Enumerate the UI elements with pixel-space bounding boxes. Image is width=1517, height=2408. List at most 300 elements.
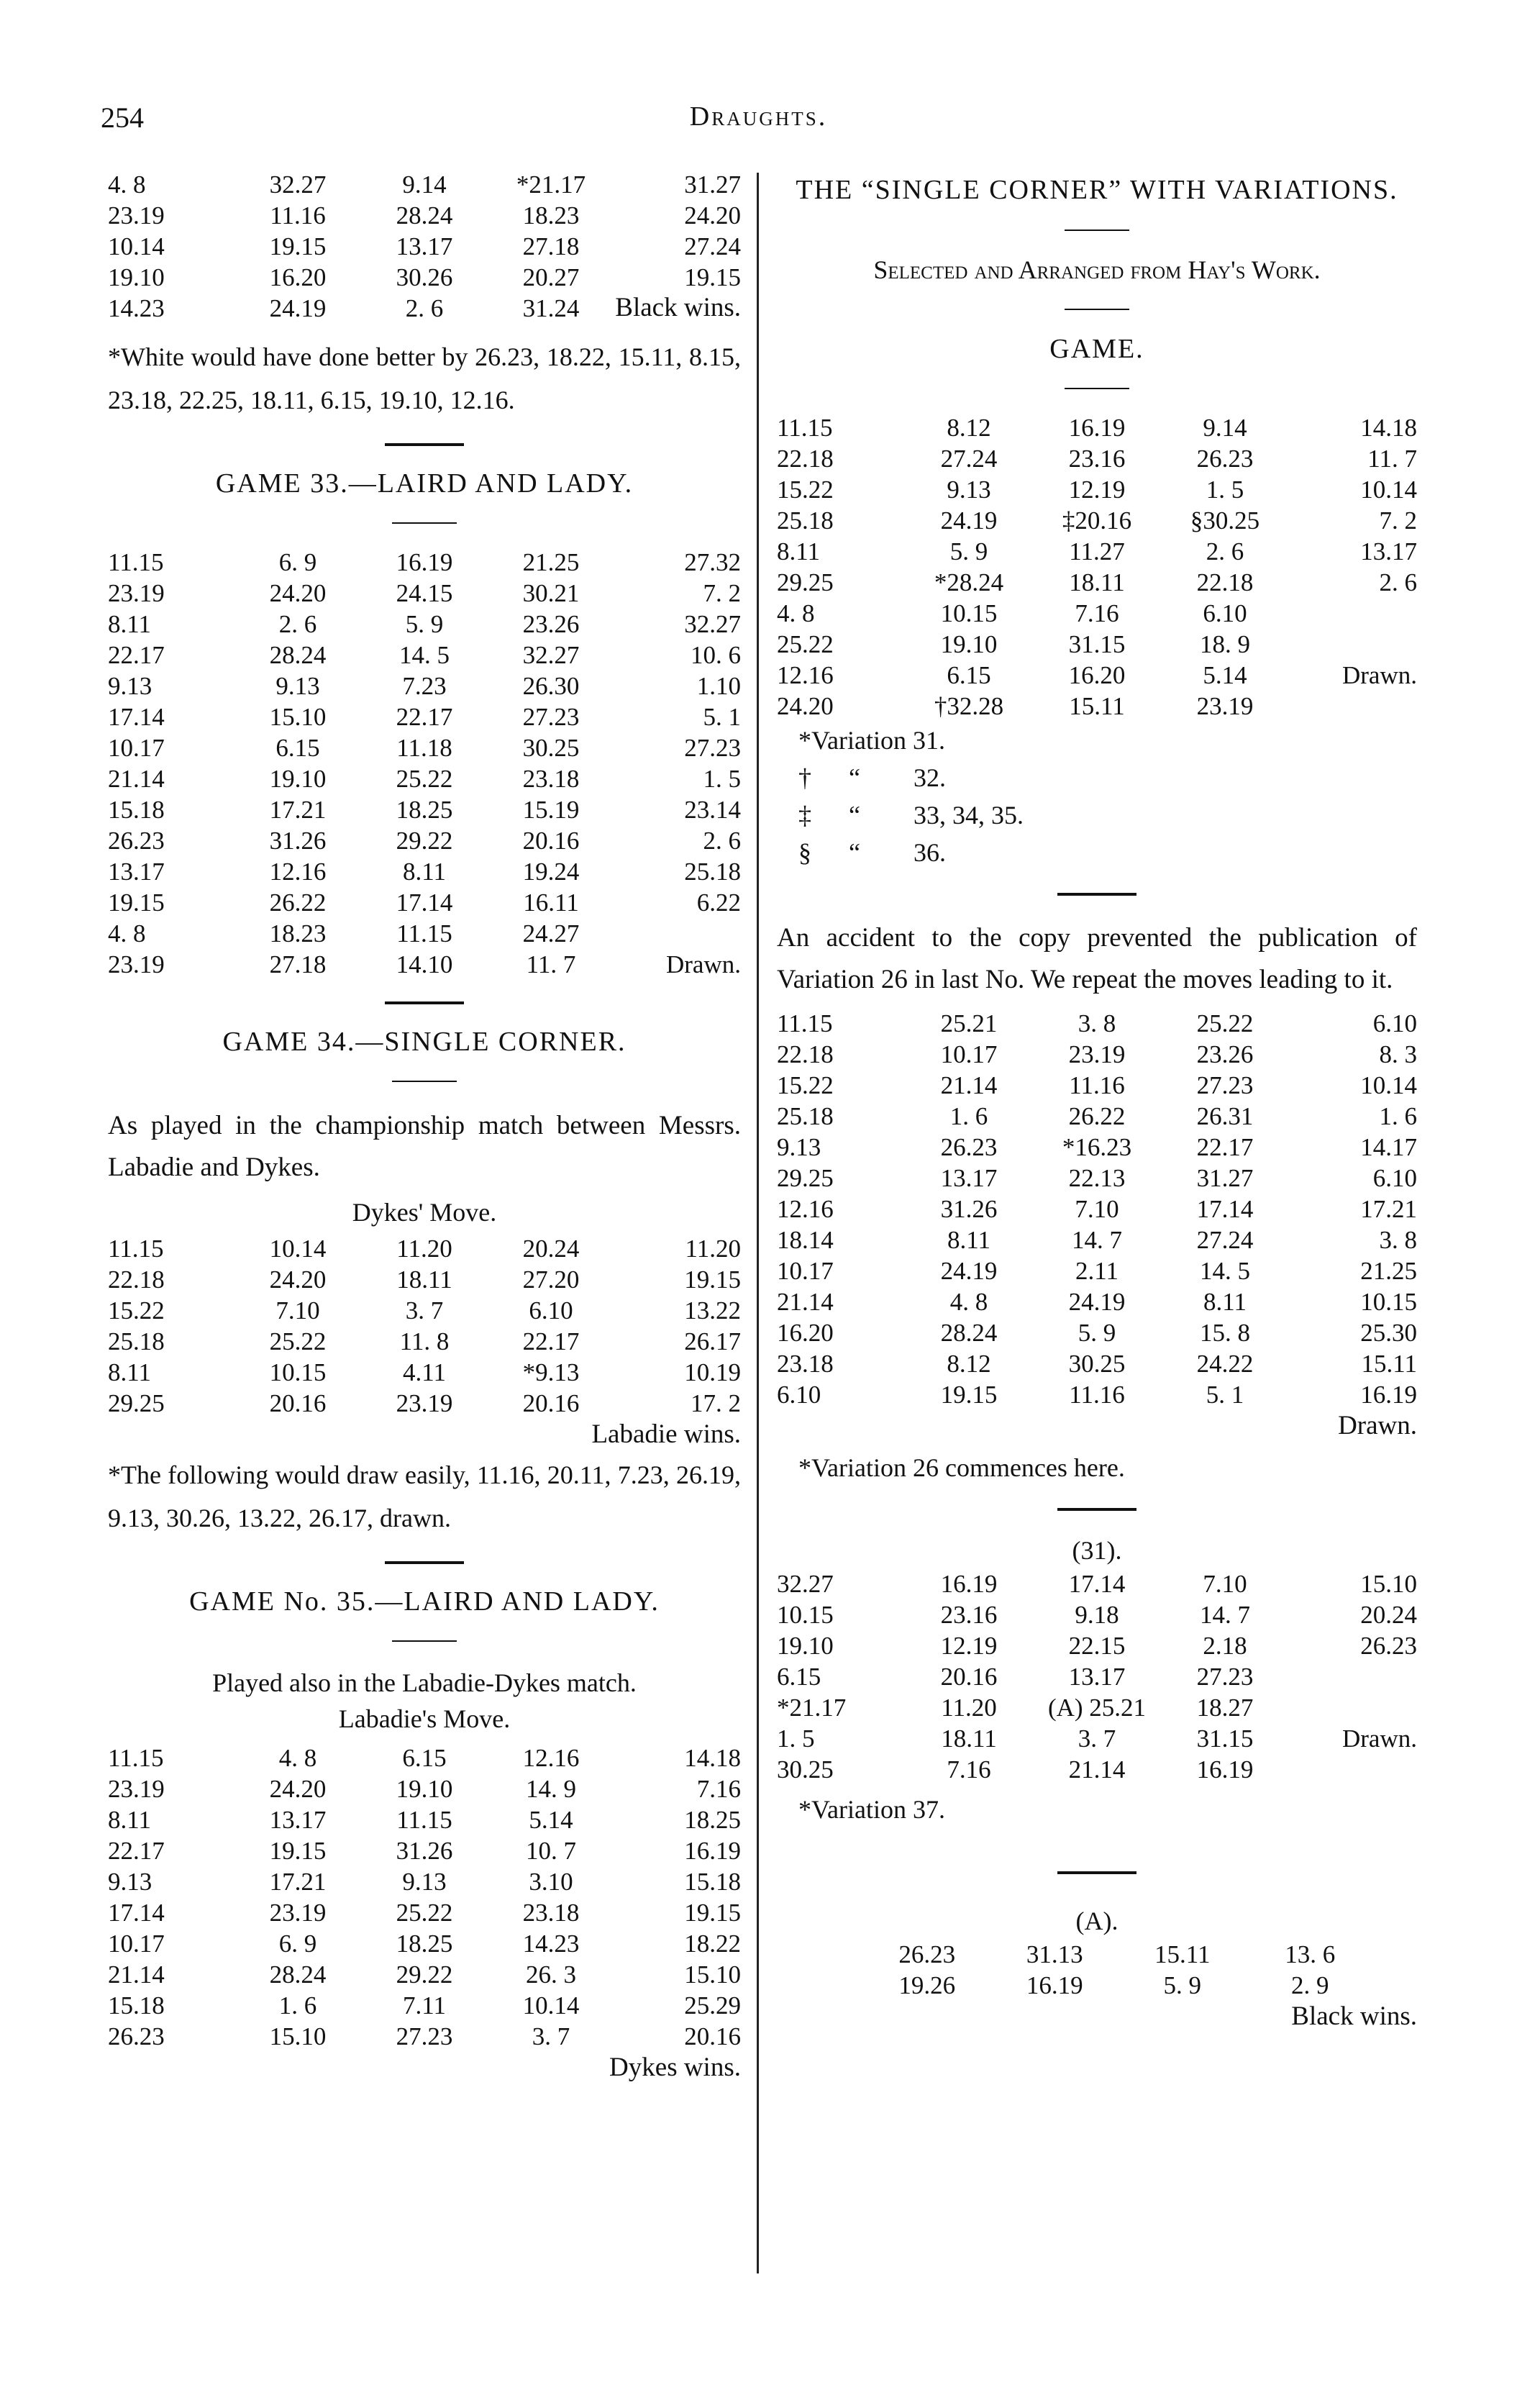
move-cell: 10.15 <box>269 1358 327 1386</box>
move-cell: 10.15 <box>1360 1288 1417 1316</box>
move-cell: 17.14 <box>1196 1195 1254 1223</box>
move-cell: 9.14 <box>1203 414 1247 442</box>
move-cell: 16.19 <box>1360 1381 1417 1409</box>
variation-number: 33, 34, 35. <box>914 801 1024 830</box>
move-table <box>777 412 1417 722</box>
move-cell: 26.23 <box>898 1940 956 1968</box>
move-cell: 18.23 <box>522 201 580 230</box>
move-cell: 31.13 <box>1026 1940 1083 1968</box>
move-cell: 6. 9 <box>278 548 317 576</box>
move-cell: 21.14 <box>1068 1755 1126 1784</box>
column-divider <box>757 173 759 2273</box>
move-cell: 17.14 <box>108 1899 165 1927</box>
move-cell: 21.14 <box>940 1071 998 1099</box>
move-cell: 10.17 <box>940 1040 998 1068</box>
move-cell: 3.10 <box>529 1868 573 1896</box>
move-cell: 3. 7 <box>532 2022 570 2050</box>
move-cell: 22.13 <box>1068 1164 1126 1192</box>
move-table <box>777 1568 1417 1785</box>
game-intro: Played also in the Labadie-Dykes match. <box>212 1668 637 1697</box>
move-cell: 18.14 <box>777 1226 834 1254</box>
move-cell: 31.27 <box>684 171 741 199</box>
move-cell: 22.18 <box>1196 568 1254 596</box>
move-cell: 9.13 <box>777 1133 821 1161</box>
move-cell: 7.10 <box>275 1296 320 1325</box>
move-cell: 28.24 <box>396 201 453 230</box>
variation-line <box>798 834 1417 871</box>
section-subtitle: Selected and Arranged from Hay's Work. <box>873 255 1321 284</box>
move-cell: 29.25 <box>777 568 834 596</box>
move-cell: 15.10 <box>269 703 327 731</box>
move-cell: 18.25 <box>396 1930 453 1958</box>
move-cell: 27.23 <box>396 2022 453 2050</box>
move-cell: 22.17 <box>522 1327 580 1355</box>
move-cell: 4. 8 <box>278 1744 317 1772</box>
move-cell: 11.20 <box>685 1235 741 1263</box>
move-cell: 24.19 <box>940 506 998 535</box>
move-cell: 25.22 <box>396 1899 453 1927</box>
move-cell <box>1289 691 1417 722</box>
move-cell: 2. 6 <box>703 827 741 855</box>
move-cell: 17.21 <box>269 1868 327 1896</box>
move-cell: 7. 2 <box>703 579 741 607</box>
move-cell: 8.12 <box>947 414 991 442</box>
variation-line <box>798 759 1417 796</box>
move-cell: *21.17 <box>516 171 586 199</box>
move-cell: 9.13 <box>275 672 320 700</box>
move-cell: 8.11 <box>108 1358 151 1386</box>
move-cell: 27.24 <box>1196 1226 1254 1254</box>
move-cell: 15.10 <box>684 1961 741 1989</box>
move-cell <box>614 918 741 949</box>
move-cell: 7.23 <box>402 672 447 700</box>
move-cell: 9.13 <box>108 1868 152 1896</box>
move-cell: 7.11 <box>403 1991 446 2019</box>
move-cell: 12.16 <box>777 1195 834 1223</box>
move-cell: 2. 6 <box>1206 537 1244 565</box>
move-cell: 19.15 <box>684 1266 741 1294</box>
move-cell: 17.14 <box>108 703 165 731</box>
move-cell: 4. 8 <box>108 171 146 199</box>
move-cell: 10.17 <box>777 1257 834 1285</box>
move-cell: 2. 6 <box>405 294 444 322</box>
move-cell: 19.10 <box>269 765 327 793</box>
move-cell: 21.25 <box>1360 1257 1417 1285</box>
move-cell: 3. 8 <box>1379 1226 1417 1254</box>
game-heading: GAME 33.—LAIRD AND LADY. <box>215 468 634 499</box>
move-table <box>777 1939 1417 2001</box>
move-cell: 27.18 <box>522 232 580 260</box>
move-cell: 10.15 <box>940 599 998 627</box>
move-cell: 1. 5 <box>703 765 741 793</box>
move-cell: 28.24 <box>269 641 327 669</box>
move-cell: 31.26 <box>269 827 327 855</box>
move-cell: 17.21 <box>269 796 327 824</box>
move-cell: 4.11 <box>403 1358 446 1386</box>
move-cell: 15.22 <box>777 1071 834 1099</box>
move-cell: 23.19 <box>396 1389 453 1417</box>
move-cell: 28.24 <box>940 1319 998 1347</box>
move-cell: 1. 6 <box>949 1102 988 1130</box>
move-table <box>108 547 741 980</box>
footnote: *Variation 37. <box>798 1795 945 1824</box>
move-cell: 11.16 <box>270 201 326 230</box>
move-cell: 23.19 <box>108 201 165 230</box>
result-text: Black wins. <box>615 293 741 322</box>
move-cell: 11.15 <box>108 1744 164 1772</box>
move-cell: 10.17 <box>108 734 165 762</box>
move-cell: 25.18 <box>777 1102 834 1130</box>
move-cell: 23.18 <box>777 1350 834 1378</box>
variation-number: 36. <box>914 838 946 867</box>
move-cell: 14. 7 <box>1072 1226 1122 1254</box>
move-cell: 15.11 <box>1154 1940 1211 1968</box>
move-cell: 1.10 <box>696 672 741 700</box>
move-cell: 10. 7 <box>526 1837 576 1865</box>
move-cell: 8.11 <box>947 1226 990 1254</box>
game-intro: As played in the championship match between Messrs. Labadie and Dykes. <box>108 1111 741 1182</box>
move-cell: 23.19 <box>108 579 165 607</box>
move-cell: 26.23 <box>940 1133 998 1161</box>
game-heading: GAME. <box>1049 334 1144 364</box>
move-cell: 25.18 <box>108 1327 165 1355</box>
move-cell: 11.15 <box>777 1009 833 1037</box>
move-cell: 19.10 <box>396 1775 453 1803</box>
section-rule <box>385 1561 464 1564</box>
left-column <box>108 169 741 2084</box>
move-cell: 2. 9 <box>1291 1971 1329 1999</box>
move-cell: 26.23 <box>1360 1632 1417 1660</box>
move-cell: 6.15 <box>402 1744 447 1772</box>
move-cell: 23.19 <box>108 1775 165 1803</box>
move-cell: 16.19 <box>1026 1971 1083 1999</box>
move-cell: 8.11 <box>108 1806 151 1834</box>
move-cell: 27.18 <box>269 950 327 978</box>
move-cell: 29.22 <box>396 827 453 855</box>
move-cell: 23.19 <box>269 1899 327 1927</box>
move-cell: 21.14 <box>777 1288 834 1316</box>
move-cell: 5. 1 <box>703 703 741 731</box>
page-number: 254 <box>101 101 144 134</box>
move-cell: 13.17 <box>1068 1663 1126 1691</box>
move-cell: 10.14 <box>522 1991 580 2019</box>
move-cell: 30.26 <box>396 263 453 291</box>
move-cell: 23.18 <box>522 1899 580 1927</box>
footnote: *Variation 26 commences here. <box>798 1453 1125 1482</box>
ditto-mark: “ <box>849 763 860 792</box>
move-cell: 22.15 <box>1068 1632 1126 1660</box>
move-cell: 26.23 <box>1196 445 1254 473</box>
move-cell: 18.11 <box>941 1725 997 1753</box>
move-cell: 6.15 <box>275 734 320 762</box>
move-cell: 14.10 <box>396 950 453 978</box>
move-cell: 9.14 <box>402 171 447 199</box>
move-cell: 12.16 <box>522 1744 580 1772</box>
move-cell: 15.18 <box>684 1868 741 1896</box>
move-cell: 24.19 <box>940 1257 998 1285</box>
move-cell: 1. 6 <box>1379 1102 1417 1130</box>
move-cell: 31.26 <box>940 1195 998 1223</box>
section-rule <box>392 1081 457 1082</box>
move-cell: 18.11 <box>396 1266 452 1294</box>
move-cell: 14. 7 <box>1200 1601 1250 1629</box>
move-cell: 13.17 <box>1360 537 1417 565</box>
move-cell: †32.28 <box>934 692 1004 720</box>
move-cell: 6.10 <box>777 1381 821 1409</box>
move-cell: Drawn. <box>666 950 741 978</box>
result-text: Labadie wins. <box>591 1419 741 1449</box>
move-cell: 27.24 <box>684 232 741 260</box>
move-cell: *9.13 <box>522 1358 580 1386</box>
move-cell: 22.17 <box>396 703 453 731</box>
move-cell: 5. 9 <box>1078 1319 1116 1347</box>
move-cell: 26.30 <box>522 672 580 700</box>
move-cell: 5. 9 <box>405 610 444 638</box>
section-rule <box>1065 230 1129 231</box>
move-cell: 23.16 <box>940 1601 998 1629</box>
move-cell: 27.32 <box>684 548 741 576</box>
move-cell: 20.27 <box>522 263 580 291</box>
move-cell: 18.25 <box>396 796 453 824</box>
move-cell: 9.18 <box>1075 1601 1119 1629</box>
accident-note: An accident to the copy prevented the publication of Variation 26 in last No. We repeat the moves leading to it. <box>777 923 1417 994</box>
move-cell: 24.22 <box>1196 1350 1254 1378</box>
move-cell: 7.10 <box>1075 1195 1119 1223</box>
move-cell: 7.16 <box>1075 599 1119 627</box>
move-cell: 14.18 <box>1360 414 1417 442</box>
variation-label: (A). <box>1075 1907 1119 1935</box>
move-cell: 20.16 <box>940 1663 998 1691</box>
move-cell: 11. 8 <box>399 1327 450 1355</box>
move-cell: 24.20 <box>269 579 327 607</box>
move-cell <box>1289 629 1417 660</box>
move-cell: 6.10 <box>1203 599 1247 627</box>
section-rule <box>1065 309 1129 310</box>
footnote: *White would have done better by 26.23, 18.22, 15.11, 8.15, 23.18, 22.25, 18.11, 6.15, 19.10, 12.16. <box>108 342 741 414</box>
variation-number: 32. <box>914 763 946 792</box>
move-cell: 11.20 <box>396 1235 452 1263</box>
move-cell: 8.12 <box>947 1350 991 1378</box>
move-cell: 16.20 <box>269 263 327 291</box>
variation-mark: ‡ <box>798 801 811 830</box>
move-cell: 13. 6 <box>1285 1940 1336 1968</box>
move-cell: 16.11 <box>523 889 579 917</box>
move-cell: 24.20 <box>269 1775 327 1803</box>
move-cell: 15.19 <box>522 796 580 824</box>
section-title: THE “SINGLE CORNER” WITH VARIATIONS. <box>796 175 1398 205</box>
move-cell: 11.15 <box>396 1806 452 1834</box>
move-cell: 8.11 <box>777 537 820 565</box>
variation-line <box>798 796 1417 834</box>
move-cell: 14. 9 <box>526 1775 576 1803</box>
move-cell: 26.31 <box>1196 1102 1254 1130</box>
move-cell: 22.18 <box>108 1266 165 1294</box>
right-column <box>777 169 1417 2032</box>
ditto-mark: “ <box>849 801 860 830</box>
move-cell: 19.15 <box>269 1837 327 1865</box>
move-cell: 31.15 <box>1068 630 1126 658</box>
move-cell: 25.18 <box>684 858 741 886</box>
move-cell: 5.14 <box>1203 661 1247 689</box>
move-cell: 15.11 <box>1361 1350 1417 1378</box>
move-cell: 14. 5 <box>399 641 450 669</box>
move-cell: 17.14 <box>396 889 453 917</box>
move-cell: 15.22 <box>777 476 834 504</box>
move-cell: 25.22 <box>1196 1009 1254 1037</box>
move-cell: 18. 9 <box>1200 630 1250 658</box>
move-cell: 6. 9 <box>278 1930 317 1958</box>
section-rule <box>1065 388 1129 389</box>
move-cell: 31.15 <box>1196 1725 1254 1753</box>
move-cell: 19.15 <box>269 232 327 260</box>
move-cell: 15.11 <box>1069 692 1125 720</box>
move-cell: 14.18 <box>684 1744 741 1772</box>
move-cell: 12.19 <box>1068 476 1126 504</box>
move-cell: 31.26 <box>396 1837 453 1865</box>
move-cell: 3. 8 <box>1078 1009 1116 1037</box>
move-cell: 31.27 <box>1196 1164 1254 1192</box>
move-cell: 16.20 <box>1068 661 1126 689</box>
result-text: Black wins. <box>1291 2002 1417 2031</box>
move-cell: 21.14 <box>108 1961 165 1989</box>
variation-line <box>798 722 1417 759</box>
move-cell: 24.15 <box>396 579 453 607</box>
move-cell: 3. 7 <box>1078 1725 1116 1753</box>
move-label: Dykes' Move. <box>352 1198 497 1227</box>
move-cell: 21.14 <box>108 765 165 793</box>
move-cell: 17. 2 <box>691 1389 741 1417</box>
move-cell: 24.19 <box>1068 1288 1126 1316</box>
move-cell: 25.29 <box>684 1991 741 2019</box>
move-cell: 26.22 <box>269 889 327 917</box>
move-cell: 25.22 <box>269 1327 327 1355</box>
move-cell: 4. 8 <box>949 1288 988 1316</box>
move-cell: 19.15 <box>684 263 741 291</box>
footnote: *The following would draw easily, 11.16, 20.11, 7.23, 26.19, 9.13, 30.26, 13.22, 26.17, drawn. <box>108 1460 741 1532</box>
move-cell: 24.19 <box>269 294 327 322</box>
move-cell: 20.16 <box>684 2022 741 2050</box>
move-cell: 13.17 <box>269 1806 327 1834</box>
move-cell: Drawn. <box>1342 661 1417 689</box>
move-cell: 16.19 <box>396 548 453 576</box>
move-cell: 20.16 <box>522 827 580 855</box>
section-rule <box>392 522 457 524</box>
move-cell: 11.15 <box>108 548 164 576</box>
move-cell: 1. 5 <box>777 1725 815 1753</box>
move-cell: 22.17 <box>108 1837 165 1865</box>
move-cell: 23.19 <box>1196 692 1254 720</box>
move-cell: 19.10 <box>108 263 165 291</box>
move-cell: 24.20 <box>684 201 741 230</box>
section-rule <box>1057 893 1136 896</box>
move-cell: 11.15 <box>108 1235 164 1263</box>
move-cell: 11.15 <box>777 414 833 442</box>
variation-mark: *Variation 31. <box>798 726 945 755</box>
move-cell: 20.24 <box>1360 1601 1417 1629</box>
section-rule <box>385 443 464 446</box>
move-cell: 17.14 <box>1068 1570 1126 1598</box>
move-cell: 19.10 <box>777 1632 834 1660</box>
move-cell: 23.26 <box>522 610 580 638</box>
move-cell: 18.11 <box>1069 568 1125 596</box>
move-cell: 6.15 <box>777 1663 821 1691</box>
ditto-mark: “ <box>849 838 860 867</box>
move-cell: 11.16 <box>1069 1071 1125 1099</box>
move-cell: 23.26 <box>1196 1040 1254 1068</box>
move-table <box>108 1233 741 1419</box>
move-cell: 23.18 <box>522 765 580 793</box>
move-cell: 18.27 <box>1196 1694 1254 1722</box>
move-cell: 26. 3 <box>526 1961 576 1989</box>
move-cell: 12.16 <box>777 661 834 689</box>
move-cell: Drawn. <box>1342 1725 1417 1753</box>
game-heading: GAME 34.—SINGLE CORNER. <box>222 1027 627 1057</box>
move-cell: 18.25 <box>684 1806 741 1834</box>
move-cell: *21.17 <box>777 1694 847 1722</box>
move-cell: 8.11 <box>108 610 151 638</box>
move-cell: 2. 6 <box>1379 568 1417 596</box>
move-cell: 20.16 <box>269 1389 327 1417</box>
move-cell: 11.18 <box>396 734 452 762</box>
move-cell: 23.19 <box>1068 1040 1126 1068</box>
move-cell: (A) 25.21 <box>1047 1694 1147 1722</box>
move-cell: 12.19 <box>940 1632 998 1660</box>
move-cell: 14.23 <box>108 294 165 322</box>
move-cell: 15.10 <box>1360 1570 1417 1598</box>
move-cell: 16.19 <box>1196 1755 1254 1784</box>
move-cell: 27.23 <box>684 734 741 762</box>
move-cell: 15.18 <box>108 1991 165 2019</box>
variation-mark: § <box>798 838 811 867</box>
move-cell: 30.21 <box>522 579 580 607</box>
variation-mark: † <box>798 763 811 792</box>
move-cell: 28.24 <box>269 1961 327 1989</box>
move-cell: 4. 8 <box>777 599 815 627</box>
move-cell: 11. 7 <box>1367 445 1417 473</box>
move-cell: 23.16 <box>1068 445 1126 473</box>
move-cell: 8.11 <box>1203 1288 1247 1316</box>
move-cell: 8. 3 <box>1379 1040 1417 1068</box>
move-cell: 2. 6 <box>278 610 317 638</box>
move-cell: 16.19 <box>940 1570 998 1598</box>
move-cell: 18.22 <box>684 1930 741 1958</box>
move-cell: 26.23 <box>108 2022 165 2050</box>
move-cell <box>1289 1692 1417 1723</box>
move-cell: 4. 8 <box>108 919 146 948</box>
move-cell: 25.21 <box>940 1009 998 1037</box>
move-cell: 9.13 <box>108 672 152 700</box>
move-cell: 10.14 <box>1360 1071 1417 1099</box>
move-cell: 30.25 <box>777 1755 834 1784</box>
section-rule <box>392 1640 457 1642</box>
move-cell: 14.23 <box>522 1930 580 1958</box>
move-cell: 9.13 <box>402 1868 447 1896</box>
move-cell: 13.17 <box>396 232 453 260</box>
move-cell: 10. 6 <box>691 641 741 669</box>
move-cell: 24.27 <box>522 919 580 948</box>
move-cell: 11.16 <box>1069 1381 1125 1409</box>
move-cell: 26.22 <box>1068 1102 1126 1130</box>
move-cell: 13.17 <box>940 1164 998 1192</box>
move-cell: 7.16 <box>947 1755 991 1784</box>
move-cell: 7.16 <box>696 1775 741 1803</box>
move-cell: 19.26 <box>898 1971 956 1999</box>
move-cell: 26.17 <box>684 1327 741 1355</box>
move-table <box>777 1008 1417 1410</box>
move-cell: 2.11 <box>1075 1257 1119 1285</box>
move-cell: 10.19 <box>684 1358 741 1386</box>
move-cell: 16.19 <box>684 1837 741 1865</box>
